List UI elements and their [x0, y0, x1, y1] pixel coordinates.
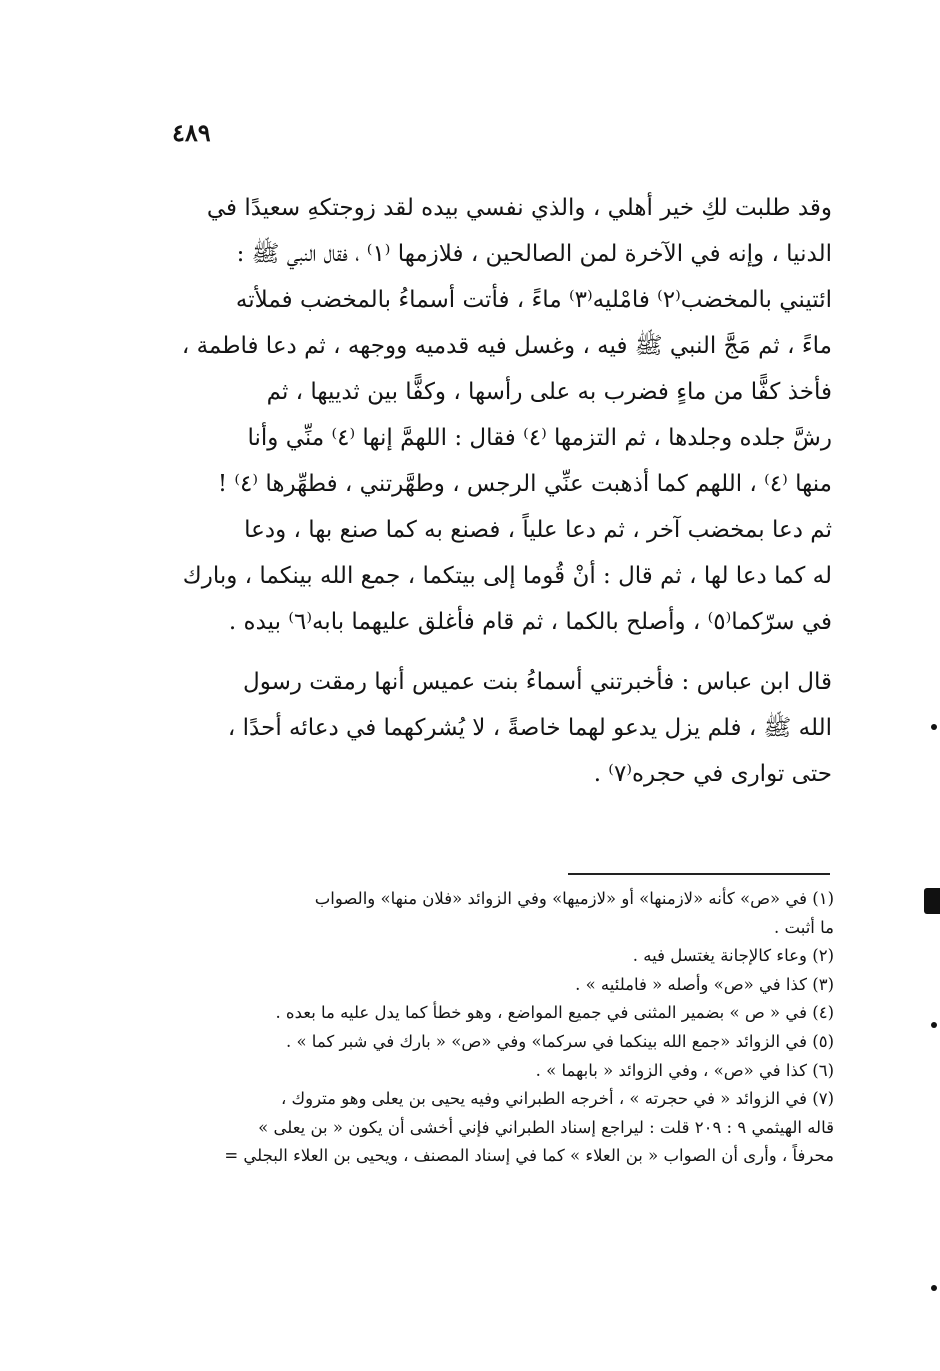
scan-speck	[931, 724, 937, 730]
main-text-line: في سرّكما⁽٥⁾ ، وأصلح بالكما ، ثم قام فأغلق عليهما بابه⁽٦⁾ بيده .	[228, 609, 832, 635]
footnote-line: ما أثبت .	[774, 917, 834, 937]
main-text-line: ماءً ، ثم مَجَّ النبي ﷺ فيه ، وغسل فيه قدميه ووجهه ، ثم دعا فاطمة ،	[181, 333, 832, 359]
page-edge-tab	[924, 888, 940, 914]
footnote-line: (٧) في الزوائد « في حجرته » ، أخرجه الطبراني وفيه يحيى بن يعلى وهو متروك ،	[280, 1089, 834, 1109]
footnote-line: (٣) كذا في «ص» وأصله « فاملئيه » .	[575, 974, 834, 994]
main-text-line: فأخذ كفًّا من ماءٍ فضرب به على رأسها ، وكفًّا بين ثدييها ، ثم	[266, 379, 832, 405]
footnote-line: قاله الهيثمي ٩ : ٢٠٩ قلت : ليراجع إسناد الطبراني فإني أخشى أن يكون « بن يعلى »	[258, 1117, 834, 1137]
main-text-body	[172, 185, 832, 797]
footnote-line: (٢) وعاء كالإجانة يغتسل فيه .	[632, 946, 834, 966]
main-text-line: حتى توارى في حجره⁽٧⁾ .	[593, 761, 832, 787]
main-text-line: ائتيني بالمخضب⁽٢⁾ فامْليه⁽٣⁾ ماءً ، فأتت أسماءُ بالمخضب فملأته	[235, 287, 832, 313]
main-text-line: رشَّ جلده وجلدها ، ثم التزمها ⁽٤⁾ فقال : اللهمَّ إنها ⁽٤⁾ منِّي وأنا	[247, 425, 832, 451]
scan-speck	[931, 1285, 937, 1291]
footnote-line: محرفاً ، وأرى أن الصواب « بن العلاء » كما في إسناد المصنف ، ويحيى بن العلاء البجلي =	[224, 1146, 834, 1166]
page-number: ٤٨٩	[172, 118, 211, 147]
footnote-line: (١) في «ص» كأنه «لازمنها» أو «لازميها» وفي الزوائد «فلان منها» والصواب	[314, 889, 834, 908]
main-text-line: الدنيا ، وإنه في الآخرة لمن الصالحين ، فلازمها ⁽١⁾ ، فقال النبي ﷺ :	[236, 241, 832, 267]
main-text-line: الله ﷺ ، فلم يزل يدعو لهما خاصةً ، لا يُشركهما في دعائه أحدًا ،	[227, 715, 832, 741]
footnotes	[162, 885, 834, 1171]
main-text-line: وقد طلبت لكِ خير أهلي ، والذي نفسي بيده لقد زوجتكهِ سعيدًا في	[206, 195, 832, 221]
scan-speck	[931, 1022, 937, 1028]
main-text-line: قال ابن عباس : فأخبرتني أسماءُ بنت عميس أنها رمقت رسول	[243, 669, 832, 695]
main-text-line: منها ⁽٤⁾ ، اللهم كما أذهبت عنِّي الرجس ، وطهَّرتني ، فطهِّرها ⁽٤⁾ !	[217, 471, 832, 497]
main-text-line: له كما دعا لها ، ثم قال : أنْ قُوما إلى بيتكما ، جمع الله بينكما ، وبارك	[182, 563, 832, 589]
main-text-line: ثم دعا بمخضب آخر ، ثم دعا علياً ، فصنع به كما صنع بها ، ودعا	[244, 517, 832, 543]
footnote-divider	[568, 873, 830, 875]
footnote-line: (٤) في « ص » بضمير المثنى في جميع المواضع ، وهو خطأ كما يدل عليه ما بعده .	[275, 1003, 834, 1023]
footnote-line: (٥) في الزوائد «جمع الله بينكما في سركما» وفي «ص» « بارك في شبر كما » .	[285, 1031, 834, 1051]
footnote-line: (٦) كذا في «ص» ، وفي الزوائد « بابهما » .	[535, 1060, 834, 1080]
